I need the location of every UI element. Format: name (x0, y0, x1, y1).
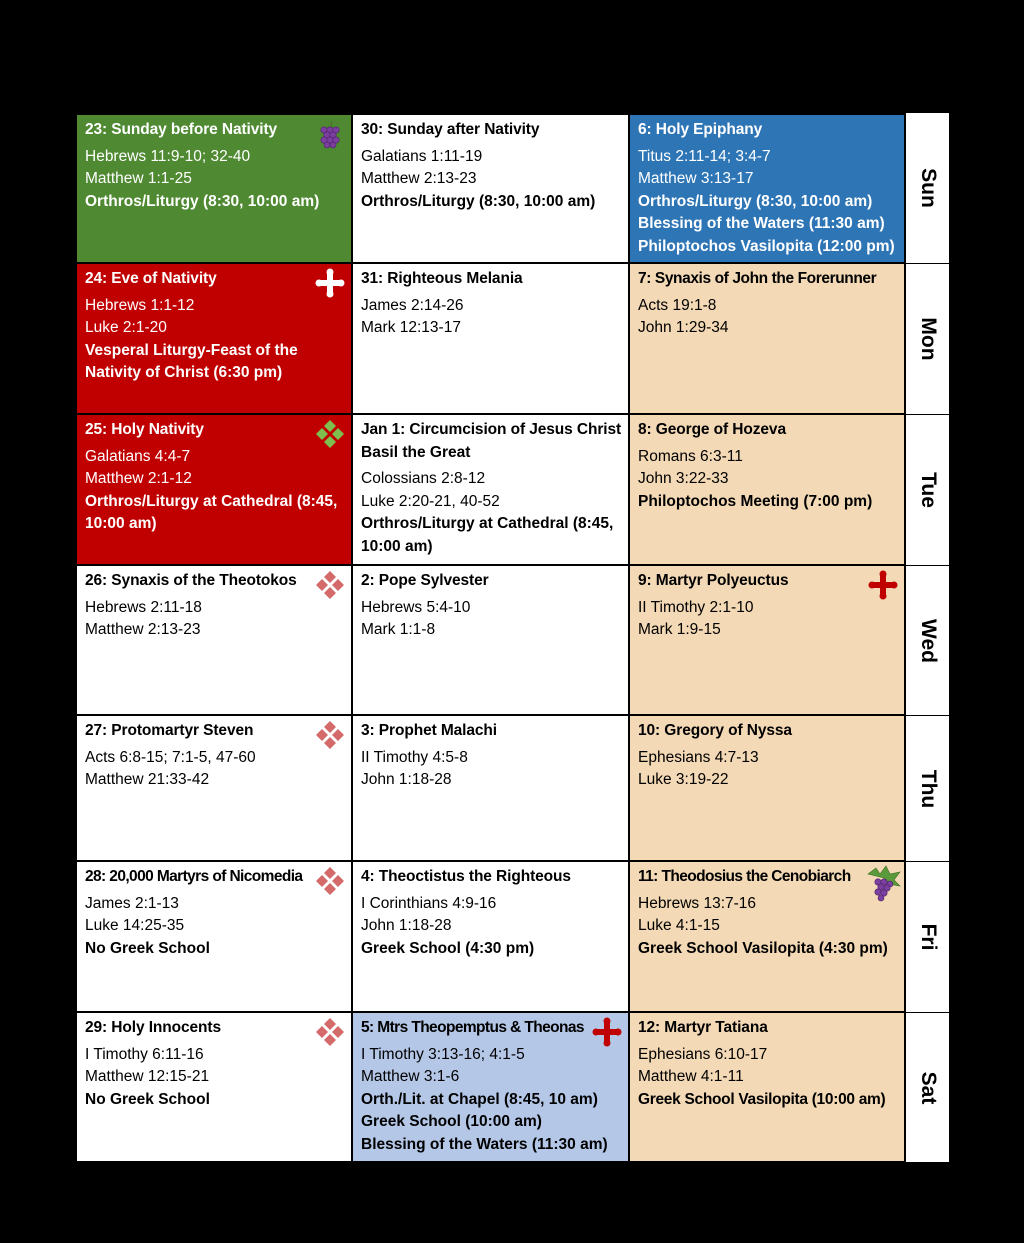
reading: Hebrews 11:9-10; 32-40 (85, 147, 251, 165)
day-cell-dec-28 (76, 861, 352, 1012)
weekday-label-tue: Tue (906, 414, 949, 565)
reading: Luke 2:1-20 (85, 319, 167, 336)
reading: Acts 6:8-15; 7:1-5, 47-60 (85, 748, 256, 766)
day-title: 25: Holy Nativity (85, 421, 204, 438)
day-cell-dec-29 (76, 1012, 352, 1162)
day-title: 3: Prophet Malachi (361, 722, 498, 739)
grapes-icon (315, 119, 345, 149)
day-title: 31: Righteous Melania (361, 270, 523, 287)
diamonds-icon (315, 570, 345, 600)
day-cell-dec-27 (76, 715, 352, 861)
event: Orthros/Liturgy (8:30, 10:00 am) (85, 192, 320, 210)
event: Blessing of the Waters (11:30 am) (361, 1135, 608, 1153)
day-cell-jan-2 (352, 565, 629, 715)
reading: Luke 2:20-21, 40-52 (361, 492, 500, 510)
day-cell-jan-3 (352, 715, 629, 861)
reading: Matthew 21:33-42 (85, 771, 210, 788)
diamonds-icon (315, 720, 345, 750)
day-title: 8: George of Hozeva (638, 421, 786, 438)
day-cell-jan-6 (629, 114, 905, 263)
reading: John 1:18-28 (361, 771, 452, 788)
day-cell-jan-9 (629, 565, 905, 715)
weekday-label-mon: Mon (906, 263, 949, 414)
day-title: 26: Synaxis of the Theotokos (85, 572, 297, 589)
event: Greek School Vasilopita (4:30 pm) (638, 939, 888, 957)
reading: Colossians 2:8-12 (361, 470, 486, 487)
reading: Luke 3:19-22 (638, 771, 729, 788)
day-cell-dec-30 (352, 114, 629, 263)
weekday-label-wed: Wed (906, 565, 949, 715)
day-title: 5: Mtrs Theopemptus & Theonas (361, 1019, 584, 1036)
diamonds-icon (315, 1017, 345, 1047)
reading: Hebrews 13:7-16 (638, 894, 757, 912)
event: Philoptochos Meeting (7:00 pm) (638, 492, 873, 510)
reading: Mark 12:13-17 (361, 319, 461, 336)
event: Greek School (10:00 am) (361, 1113, 542, 1130)
event: No Greek School (85, 1090, 210, 1108)
event: Blessing of the Waters (11:30 am) (638, 215, 885, 232)
weekday-label-sun: Sun (906, 112, 949, 263)
day-cell-jan-5 (352, 1012, 629, 1162)
reading: Romans 6:3-11 (638, 447, 743, 465)
day-cell-dec-25 (76, 414, 352, 565)
reading: Galatians 1:11-19 (361, 147, 483, 165)
day-cell-dec-24 (76, 263, 352, 414)
event: Orthros/Liturgy (8:30, 10:00 am) (361, 192, 596, 210)
day-cell-jan-11 (629, 861, 905, 1012)
day-cell-jan-12 (629, 1012, 905, 1162)
event: No Greek School (85, 939, 210, 957)
reading: Mark 1:1-8 (361, 621, 436, 638)
reading: I Timothy 6:11-16 (85, 1045, 204, 1063)
day-title: 6: Holy Epiphany (638, 121, 763, 138)
day-title: 27: Protomartyr Steven (85, 722, 254, 739)
day-title: 30: Sunday after Nativity (361, 121, 540, 138)
day-cell-dec-23 (76, 114, 352, 263)
reading: Mark 1:9-15 (638, 621, 721, 638)
day-title: 7: Synaxis of John the Forerunner (638, 270, 877, 287)
reading: II Timothy 2:1-10 (638, 598, 754, 616)
weekday-label-sat: Sat (906, 1012, 949, 1162)
reading: Luke 14:25-35 (85, 917, 185, 934)
day-title: 4: Theoctistus the Righteous (361, 868, 571, 885)
day-title: 12: Martyr Tatiana (638, 1019, 768, 1036)
reading: Luke 4:1-15 (638, 917, 720, 934)
day-title: 23: Sunday before Nativity (85, 121, 278, 138)
reading: Matthew 12:15-21 (85, 1068, 210, 1085)
reading: Matthew 1:1-25 (85, 170, 192, 187)
event: Orthros/Liturgy at Cathedral (8:45, 10:00 am) (85, 492, 338, 532)
weekday-label-fri: Fri (906, 861, 949, 1012)
day-title: 29: Holy Innocents (85, 1019, 222, 1036)
green-diamonds-icon (315, 419, 345, 449)
cross-red-icon (592, 1017, 622, 1047)
reading: Ephesians 6:10-17 (638, 1045, 768, 1063)
day-title: 9: Martyr Polyeuctus (638, 572, 789, 589)
cross-red-icon (868, 570, 898, 600)
event: Orthros/Liturgy at Cathedral (8:45, 10:00 am) (361, 515, 614, 555)
weekday-label-thu: Thu (906, 715, 949, 861)
event: Vesperal Liturgy-Feast of the Nativity of Christ (6:30 pm) (85, 341, 298, 381)
reading: John 1:18-28 (361, 917, 452, 934)
day-title: 2: Pope Sylvester (361, 572, 489, 589)
reading: Matthew 3:1-6 (361, 1068, 460, 1085)
day-cell-dec-31 (352, 263, 629, 414)
reading: Matthew 2:13-23 (85, 621, 201, 638)
grapes-leaf-icon (866, 864, 902, 904)
reading: Galatians 4:4-7 (85, 447, 191, 465)
day-title: Jan 1: Circumcision of Jesus Christ (361, 421, 622, 438)
day-cell-dec-26 (76, 565, 352, 715)
day-subtitle: Basil the Great (361, 443, 471, 461)
event: Greek School (4:30 pm) (361, 939, 535, 957)
reading: Hebrews 5:4-10 (361, 598, 471, 616)
event: Orthros/Liturgy (8:30, 10:00 am) (638, 192, 873, 210)
reading: Titus 2:11-14; 3:4-7 (638, 147, 771, 165)
day-cell-jan-1 (352, 414, 629, 565)
reading: James 2:1-13 (85, 894, 179, 912)
day-cell-jan-10 (629, 715, 905, 861)
reading: I Corinthians 4:9-16 (361, 894, 497, 912)
reading: I Timothy 3:13-16; 4:1-5 (361, 1045, 525, 1063)
reading: Matthew 3:13-17 (638, 170, 754, 187)
reading: John 1:29-34 (638, 319, 729, 336)
reading: Acts 19:1-8 (638, 296, 717, 314)
day-cell-jan-4 (352, 861, 629, 1012)
day-cell-jan-7 (629, 263, 905, 414)
event: Philoptochos Vasilopita (12:00 pm) (638, 237, 895, 255)
day-title: 11: Theodosius the Cenobiarch (638, 868, 851, 885)
reading: John 3:22-33 (638, 470, 729, 487)
day-title: 24: Eve of Nativity (85, 270, 217, 287)
diamonds-icon (315, 866, 345, 896)
day-title: 28: 20,000 Martyrs of Nicomedia (85, 868, 303, 885)
event: Greek School Vasilopita (10:00 am) (638, 1090, 886, 1108)
cross-white-icon (315, 268, 345, 298)
reading: James 2:14-26 (361, 296, 464, 314)
reading: Hebrews 1:1-12 (85, 296, 195, 314)
day-cell-jan-8 (629, 414, 905, 565)
reading: Matthew 2:13-23 (361, 170, 477, 187)
event: Orth./Lit. at Chapel (8:45, 10 am) (361, 1090, 598, 1108)
day-title: 10: Gregory of Nyssa (638, 722, 792, 739)
reading: II Timothy 4:5-8 (361, 748, 468, 766)
reading: Hebrews 2:11-18 (85, 598, 202, 616)
reading: Matthew 2:1-12 (85, 470, 192, 487)
reading: Ephesians 4:7-13 (638, 748, 759, 766)
reading: Matthew 4:1-11 (638, 1068, 744, 1085)
